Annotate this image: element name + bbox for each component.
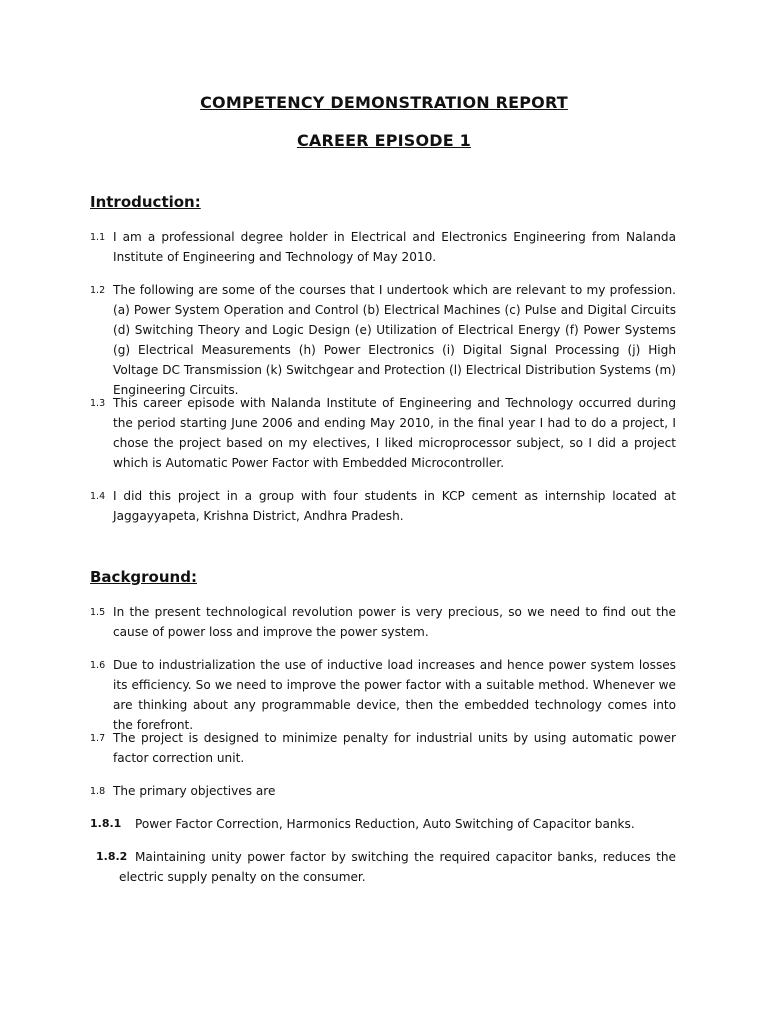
paragraph-text: Due to industrialization the use of inductive load increases and hence power system losses its efficiency. So we need to improve the power factor with a suitable method. Whenever we are thinking about any programmable device, then the embedded technology comes into the forefront. xyxy=(113,658,676,732)
paragraph-number: 1.3 xyxy=(90,398,106,409)
paragraph-1-4 xyxy=(90,486,676,526)
paragraph-1-2 xyxy=(90,280,676,400)
paragraph-text: Maintaining unity power factor by switching the required capacitor banks, reduces the electric supply penalty on the consumer. xyxy=(119,850,676,884)
paragraph-text: I did this project in a group with four students in KCP cement as internship located at Jaggayyapeta, Krishna District, Andhra Pradesh. xyxy=(113,489,676,523)
paragraph-text: This career episode with Nalanda Institute of Engineering and Technology occurred during the period starting June 2006 and ending May 2010, in the final year I had to do a project, I chose the project based on my electives, I liked microprocessor subject, so I did a project which is Automatic Power Factor with Embedded Microcontroller. xyxy=(113,396,676,470)
paragraph-text: The project is designed to minimize penalty for industrial units by using automatic power factor correction unit. xyxy=(113,731,676,765)
paragraph-text: The following are some of the courses that I undertook which are relevant to my profession. (a) Power System Operation and Control (b) Electrical Machines (c) Pulse and Digital Circuits (d) Switching Theory and Logic Design (e) Utilization of Electrical Energy (f) Power Systems (g) Electrical Measurements (h) Power Electronics (i) Digital Signal Processing (j) High Voltage DC Transmission (k) Switchgear and Protection (l) Electrical Distribution Systems (m) Engineering Circuits. xyxy=(113,283,676,397)
paragraph-number: 1.6 xyxy=(90,660,106,671)
paragraph-number: 1.8 xyxy=(90,786,106,797)
paragraph-number: 1.5 xyxy=(90,607,106,618)
paragraph-number: 1.4 xyxy=(90,491,106,502)
paragraph-1-7 xyxy=(90,728,676,768)
paragraph-text: Power Factor Correction, Harmonics Reduction, Auto Switching of Capacitor banks. xyxy=(135,817,635,831)
paragraph-text: The primary objectives are xyxy=(113,784,276,798)
paragraph-number: 1.1 xyxy=(90,232,106,243)
paragraph-number: 1.7 xyxy=(90,733,106,744)
episode-title: CAREER EPISODE 1 xyxy=(296,131,472,150)
paragraph-number: 1.8.2 xyxy=(96,850,128,863)
paragraph-1-5 xyxy=(90,602,676,642)
paragraph-1-8-2 xyxy=(90,847,676,887)
paragraph-1-6 xyxy=(90,655,676,735)
report-title: COMPETENCY DEMONSTRATION REPORT xyxy=(200,93,568,112)
paragraph-number: 1.8.1 xyxy=(90,817,122,830)
paragraph-1-8-1 xyxy=(90,814,676,834)
paragraph-1-1 xyxy=(90,227,676,267)
paragraph-text: In the present technological revolution power is very precious, so we need to find out the cause of power loss and improve the power system. xyxy=(113,605,676,639)
background-heading: Background: xyxy=(90,568,197,586)
introduction-heading: Introduction: xyxy=(90,193,201,211)
paragraph-number: 1.2 xyxy=(90,285,106,296)
paragraph-text: I am a professional degree holder in Electrical and Electronics Engineering from Nalanda Institute of Engineering and Technology of May 2010. xyxy=(113,230,676,264)
paragraph-1-8 xyxy=(90,781,676,801)
paragraph-1-3 xyxy=(90,393,676,473)
